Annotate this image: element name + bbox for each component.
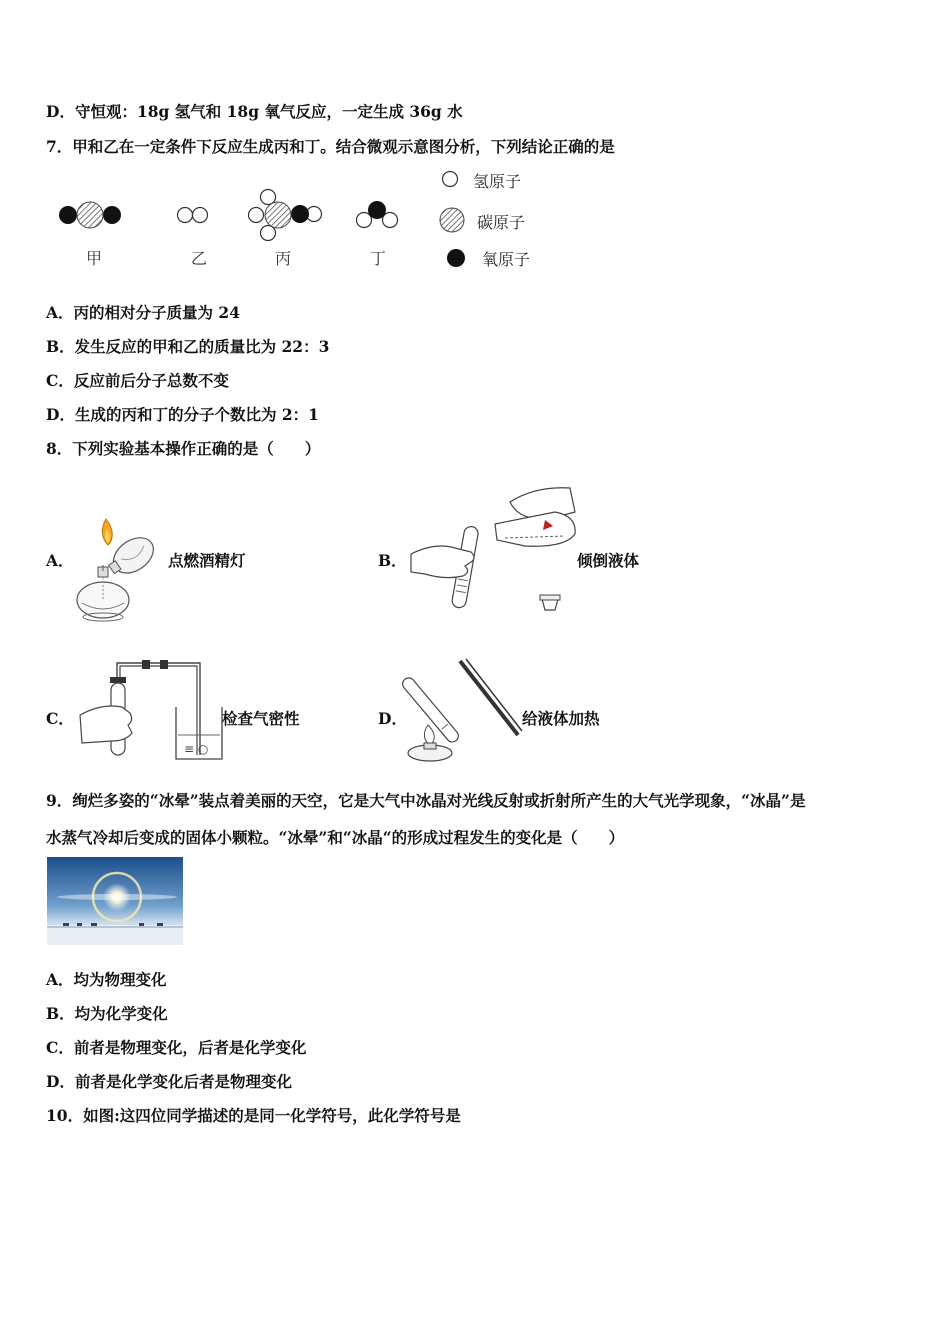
- q7-option-d: D．生成的丙和丁的分子个数比为 2：1: [46, 405, 319, 424]
- q9-option-c: C．前者是物理变化，后者是化学变化: [46, 1038, 307, 1057]
- q8-option-a-caption: 点燃酒精灯: [168, 551, 246, 570]
- q8-option-d-caption: 给液体加热: [522, 709, 600, 728]
- q7-option-b: B．发生反应的甲和乙的质量比为 22：3: [46, 337, 330, 356]
- q8-option-d-letter: D．: [378, 709, 407, 728]
- q8-option-a-letter: A．: [46, 551, 74, 570]
- q9-stem-line2: 水蒸气冷却后变成的固体小颗粒。“冰晕”和“冰晶“的形成过程发生的变化是（ ）: [46, 828, 625, 847]
- q9-option-a: A．均为物理变化: [46, 970, 167, 989]
- molecule-label-yi: 乙: [191, 249, 208, 268]
- legend-carbon: 碳原子: [477, 213, 526, 232]
- molecule-label-ding: 丁: [370, 249, 387, 268]
- q6-option-d: D．守恒观：18g 氢气和 18g 氧气反应，一定生成 36g 水: [46, 102, 463, 121]
- hydrogen-legend-icon: [443, 172, 458, 187]
- molecule-bing-icon: [249, 190, 322, 241]
- legend-oxygen: 氧原子: [482, 250, 531, 269]
- q8-option-c-letter: C．: [46, 709, 74, 728]
- q8-option-b-caption: 倾倒液体: [577, 551, 640, 570]
- molecule-yi-icon: [178, 208, 208, 223]
- q8-option-c-caption: 检查气密性: [222, 709, 300, 728]
- molecule-label-jia: 甲: [86, 249, 103, 268]
- q8-stem: 8．下列实验基本操作正确的是（ ）: [46, 439, 321, 458]
- molecule-ding-icon: [357, 201, 398, 228]
- legend-hydrogen: 氢原子: [473, 172, 522, 191]
- q9-option-b: B．均为化学变化: [46, 1004, 168, 1023]
- ice-halo-photo: [47, 857, 183, 945]
- q8-option-b-letter: B．: [378, 551, 407, 570]
- svg-text:≡ ○: ≡ ○: [184, 742, 209, 756]
- oxygen-legend-icon: [447, 249, 465, 267]
- q7-stem: 7．甲和乙在一定条件下反应生成丙和丁。结合微观示意图分析，下列结论正确的是: [46, 137, 615, 156]
- pouring-liquid-icon: [405, 482, 585, 622]
- carbon-legend-icon: [440, 208, 464, 232]
- molecule-jia-icon: [59, 202, 121, 228]
- q9-option-d: D．前者是化学变化后者是物理变化: [46, 1072, 292, 1091]
- q7-option-c: C．反应前后分子总数不变: [46, 371, 229, 390]
- molecule-label-bing: 丙: [275, 249, 292, 268]
- q10-stem: 10．如图:这四位同学描述的是同一化学符号，此化学符号是: [46, 1106, 461, 1125]
- q7-option-a: A．丙的相对分子质量为 24: [46, 303, 240, 322]
- heating-liquid-icon: [400, 655, 530, 765]
- q9-stem-line1: 9．绚烂多姿的“冰晕”装点着美丽的天空，它是大气中冰晶对光线反射或折射所产生的大气光学现象，“冰晶”是: [46, 791, 806, 810]
- alcohol-lamp-lighting-icon: [72, 515, 172, 625]
